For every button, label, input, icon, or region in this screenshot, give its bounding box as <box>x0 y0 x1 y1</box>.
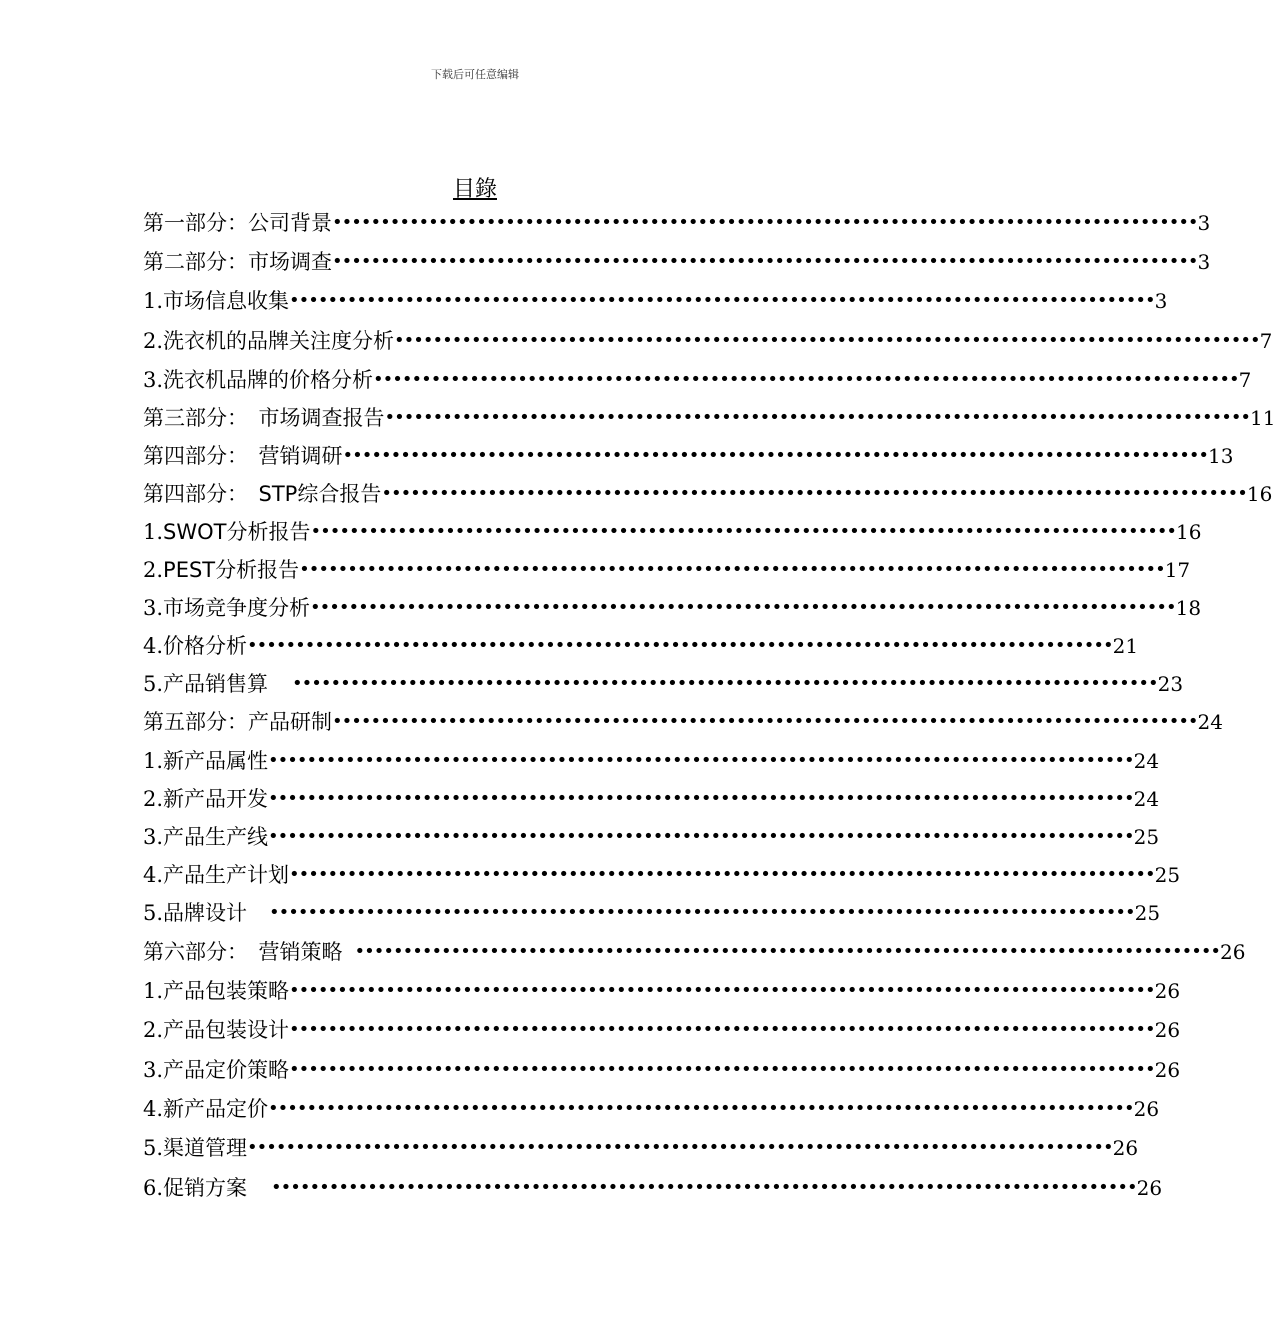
entry-page: 16 <box>1176 520 1202 544</box>
entry-page: 18 <box>1175 596 1202 620</box>
entry-number: 5. <box>143 672 164 696</box>
toc-entry[interactable] <box>143 822 1160 852</box>
entry-number: 3. <box>143 368 164 392</box>
toc-entry[interactable] <box>143 1055 1181 1085</box>
entry-label: 第二部分：市场调查 <box>143 250 332 274</box>
toc-entry[interactable] <box>143 479 1273 509</box>
toc-title: 目錄 <box>452 177 497 202</box>
leader-dots: •••••••••••••••••••••••••••••••••••••••••••••••••••••••••••••••••••••••••••••••••••••••••• <box>354 941 1221 962</box>
leader-dots: •••••••••••••••••••••••••••••••••••••••••••••••••••••••••••••••••••••••••••••••••••••••••• <box>310 521 1177 542</box>
leader-dots: •••••••••••••••••••••••••••••••••••••••••••••••••••••••••••••••••••••••••••••••••••••••••• <box>394 330 1260 351</box>
entry-label: 产品包装设计 <box>163 1018 290 1042</box>
toc-entry[interactable] <box>143 286 1168 316</box>
leader-dots: •••••••••••••••••••••••••••••••••••••••••••••••••••••••••••••••••••••••••••••••••••••••••• <box>292 673 1158 694</box>
toc-entry[interactable] <box>143 247 1211 277</box>
entry-number: 1. <box>143 979 164 1003</box>
toc-entry[interactable] <box>143 669 1184 699</box>
leader-dots: •••••••••••••••••••••••••••••••••••••••••••••••••••••••••••••••••••••••••••••••••••••••••• <box>289 980 1155 1001</box>
toc-entry[interactable] <box>143 208 1211 238</box>
leader-dots: •••••••••••••••••••••••••••••••••••••••••••••••••••••••••••••••••••••••••••••••••••••••••• <box>381 483 1247 504</box>
entry-number: 2. <box>143 329 164 353</box>
entry-label: 第六部分： 营销策略 <box>143 940 343 964</box>
entry-page: 17 <box>1164 558 1191 582</box>
entry-page: 26 <box>1154 1058 1181 1082</box>
toc-entry[interactable] <box>143 707 1223 737</box>
leader-dots: •••••••••••••••••••••••••••••••••••••••••••••••••••••••••••••••••••••••••••••••••••••••••• <box>289 864 1155 885</box>
entry-page: 21 <box>1112 634 1139 658</box>
leader-dots: •••••••••••••••••••••••••••••••••••••••••••••••••••••••••••••••••••••••••••••••••••••••••• <box>268 826 1134 847</box>
entry-label: 第四部分： STP综合报告 <box>143 482 382 506</box>
entry-number: 2. <box>143 558 164 582</box>
leader-dots: •••••••••••••••••••••••••••••••••••••••••••••••••••••••••••••••••••••••••••••••••••••••••• <box>310 597 1176 618</box>
entry-label: 第一部分：公司背景 <box>143 211 332 235</box>
entry-page: 26 <box>1154 1018 1181 1042</box>
entry-label: 产品生产计划 <box>163 863 290 887</box>
entry-label: SWOT分析报告 <box>163 520 311 544</box>
toc-entry[interactable] <box>143 898 1161 928</box>
entry-number: 4. <box>143 863 164 887</box>
leader-dots: •••••••••••••••••••••••••••••••••••••••••••••••••••••••••••••••••••••••••••••••••••••••••• <box>268 788 1134 809</box>
entry-label: 新产品开发 <box>163 787 269 811</box>
leader-dots: •••••••••••••••••••••••••••••••••••••••••••••••••••••••••••••••••••••••••••••••••••••••••• <box>289 1019 1155 1040</box>
entry-label: 新产品属性 <box>163 749 269 773</box>
entry-label: 新产品定价 <box>163 1097 269 1121</box>
entry-label: 产品生产线 <box>163 825 269 849</box>
toc-entry[interactable] <box>143 1173 1163 1203</box>
leader-dots: •••••••••••••••••••••••••••••••••••••••••••••••••••••••••••••••••••••••••••••••••••••••••• <box>384 407 1251 428</box>
entry-number: 3. <box>143 1058 164 1082</box>
entry-number: 4. <box>143 1097 164 1121</box>
entry-page: 7 <box>1238 368 1252 392</box>
entry-number: 1. <box>143 749 164 773</box>
leader-dots: •••••••••••••••••••••••••••••••••••••••••••••••••••••••••••••••••••••••••••••••••••••••••• <box>342 445 1209 466</box>
entry-label: 第四部分： 营销调研 <box>143 444 343 468</box>
page-header: 下载后可任意编辑 <box>431 68 519 81</box>
entry-page: 16 <box>1246 482 1273 506</box>
entry-label: 渠道管理 <box>163 1136 248 1160</box>
leader-dots: •••••••••••••••••••••••••••••••••••••••••••••••••••••••••••••••••••••••••••••••••••••••••• <box>268 750 1134 771</box>
entry-number: 5. <box>143 901 164 925</box>
entry-page: 26 <box>1154 979 1181 1003</box>
entry-label: 促销方案 <box>163 1176 248 1200</box>
toc-entry[interactable] <box>143 746 1160 776</box>
entry-number: 5. <box>143 1136 164 1160</box>
entry-label: 第五部分：产品研制 <box>143 710 332 734</box>
entry-label: 市场信息收集 <box>163 289 290 313</box>
entry-label: 品牌设计 <box>163 901 248 925</box>
leader-dots: •••••••••••••••••••••••••••••••••••••••••••••••••••••••••••••••••••••••••••••••••••••••••• <box>373 369 1239 390</box>
entry-label: 产品定价策略 <box>163 1058 290 1082</box>
entry-label: 洗衣机品牌的价格分析 <box>163 368 374 392</box>
leader-dots: •••••••••••••••••••••••••••••••••••••••••••••••••••••••••••••••••••••••••••••••••••••••••• <box>299 559 1165 580</box>
toc-entry[interactable] <box>143 555 1191 585</box>
toc-entry[interactable] <box>143 403 1276 433</box>
entry-label: 洗衣机的品牌关注度分析 <box>163 329 395 353</box>
leader-dots: •••••••••••••••••••••••••••••••••••••••••••••••••••••••••••••••••••••••••••••••••••••••••• <box>289 290 1155 311</box>
toc-entry[interactable] <box>143 937 1246 967</box>
toc-entry[interactable] <box>143 441 1234 471</box>
leader-dots: •••••••••••••••••••••••••••••••••••••••••••••••••••••••••••••••••••••••••••••••••••••••••• <box>268 1098 1134 1119</box>
toc-entry[interactable] <box>143 860 1181 890</box>
entry-number: 2. <box>143 787 164 811</box>
entry-page: 26 <box>1112 1136 1139 1160</box>
leader-dots: •••••••••••••••••••••••••••••••••••••••••••••••••••••••••••••••••••••••••••••••••••••••••• <box>332 711 1198 732</box>
entry-page: 25 <box>1134 901 1161 925</box>
toc-entry[interactable] <box>143 784 1160 814</box>
entry-page: 13 <box>1208 444 1234 468</box>
entry-number: 4. <box>143 634 164 658</box>
entry-number: 3. <box>143 596 164 620</box>
entry-label: 价格分析 <box>163 634 248 658</box>
leader-dots: •••••••••••••••••••••••••••••••••••••••••••••••••••••••••••••••••••••••••••••••••••••••••• <box>332 212 1198 233</box>
entry-page: 26 <box>1136 1176 1163 1200</box>
entry-number: 1. <box>143 520 164 544</box>
entry-page: 7 <box>1259 329 1273 353</box>
entry-page: 25 <box>1154 863 1181 887</box>
leader-dots: •••••••••••••••••••••••••••••••••••••••••••••••••••••••••••••••••••••••••••••••••••••••••• <box>247 635 1113 656</box>
entry-label: 产品包装策略 <box>163 979 290 1003</box>
entry-page: 3 <box>1154 289 1168 313</box>
entry-label: PEST分析报告 <box>163 558 300 582</box>
entry-page: 3 <box>1197 250 1211 274</box>
entry-page: 11 <box>1250 406 1276 430</box>
entry-label: 市场竞争度分析 <box>163 596 311 620</box>
entry-page: 25 <box>1133 825 1160 849</box>
toc-entry[interactable] <box>143 365 1252 395</box>
leader-dots: •••••••••••••••••••••••••••••••••••••••••••••••••••••••••••••••••••••••••••••••••••••••••• <box>271 1177 1137 1198</box>
entry-number: 3. <box>143 825 164 849</box>
leader-dots: •••••••••••••••••••••••••••••••••••••••••••••••••••••••••••••••••••••••••••••••••••••••••• <box>269 902 1135 923</box>
entry-page: 26 <box>1133 1097 1160 1121</box>
entry-label: 产品销售算 <box>163 672 269 696</box>
entry-page: 24 <box>1133 787 1160 811</box>
toc-entry[interactable] <box>143 593 1202 623</box>
entry-page: 3 <box>1197 211 1211 235</box>
entry-number: 1. <box>143 289 164 313</box>
toc-entry[interactable] <box>143 326 1273 356</box>
entry-label: 第三部分： 市场调查报告 <box>143 406 385 430</box>
leader-dots: •••••••••••••••••••••••••••••••••••••••••••••••••••••••••••••••••••••••••••••••••••••••••• <box>247 1137 1113 1158</box>
entry-number: 2. <box>143 1018 164 1042</box>
entry-page: 24 <box>1133 749 1160 773</box>
toc-entry[interactable] <box>143 517 1202 547</box>
toc-entry[interactable] <box>143 1133 1139 1163</box>
toc-entry[interactable] <box>143 976 1181 1006</box>
entry-page: 26 <box>1220 940 1246 964</box>
entry-page: 23 <box>1157 672 1184 696</box>
leader-dots: •••••••••••••••••••••••••••••••••••••••••••••••••••••••••••••••••••••••••••••••••••••••••• <box>289 1059 1155 1080</box>
entry-page: 24 <box>1197 710 1223 734</box>
toc-entry[interactable] <box>143 1094 1160 1124</box>
toc-entry[interactable] <box>143 631 1139 661</box>
toc-entry[interactable] <box>143 1015 1181 1045</box>
leader-dots: •••••••••••••••••••••••••••••••••••••••••••••••••••••••••••••••••••••••••••••••••••••••••• <box>332 251 1198 272</box>
entry-number: 6. <box>143 1176 164 1200</box>
